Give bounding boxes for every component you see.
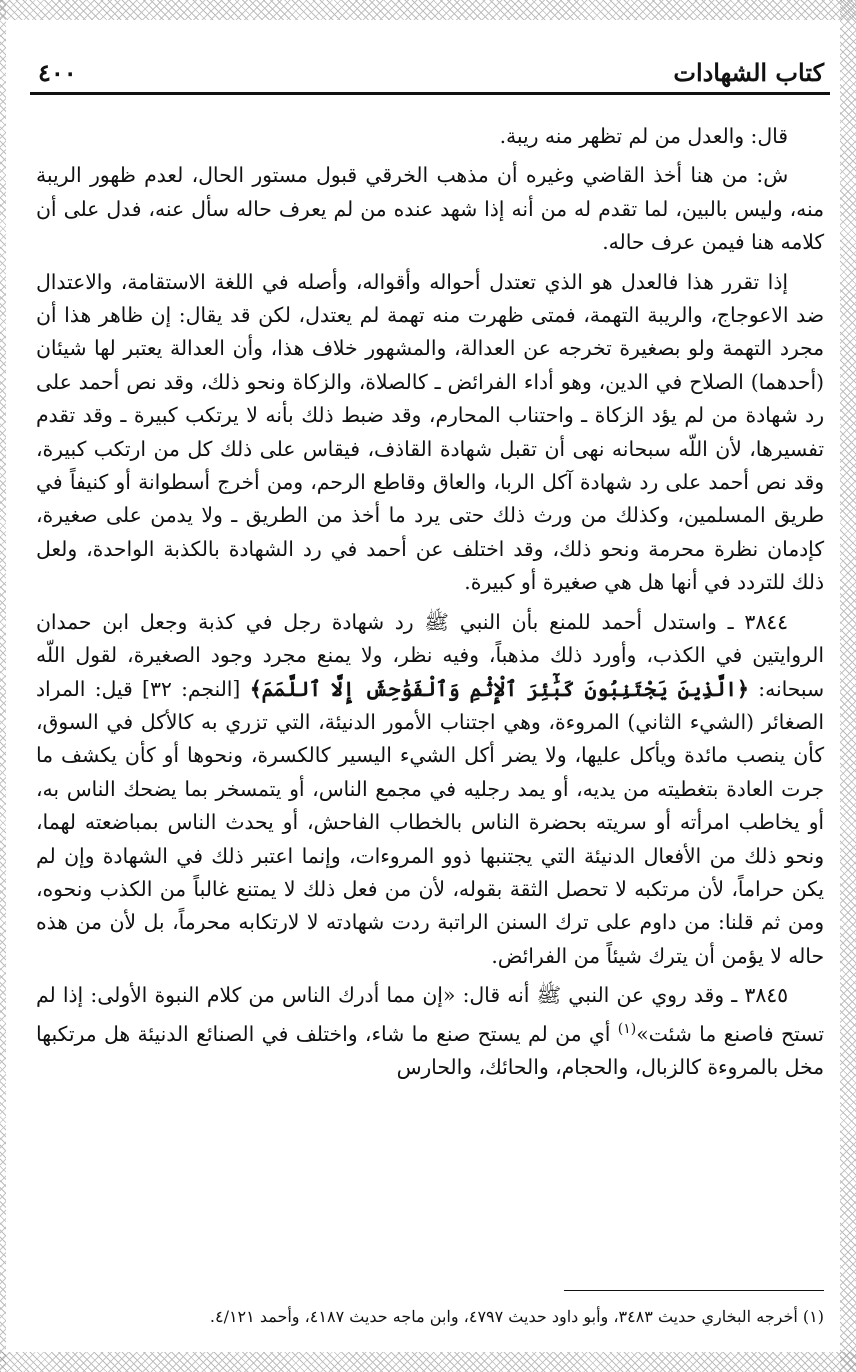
paragraph-3844-opening: ٣٨٤٤ ـ واستدل أحمد للمنع بأن النبي ﷺ رد شهادة رجل في كذبة وجعل ابن حمدان الروايتين في الكذب، وأورد ذلك مذهباً، وفيه نظر، ولا يمنع مجرد وجود الصغيرة، لقول اللّه سبحانه:: [36, 609, 825, 701]
header-rule: [30, 92, 830, 95]
page-number: ٤٠٠: [38, 58, 77, 87]
footnote-marker[interactable]: (١): [617, 1020, 637, 1037]
paragraph-adala: إذا تقرر هذا فالعدل هو الذي تعتدل أحواله وأقواله، وأصله في اللغة الاستقامة، والاعتدال ضد الاعوجاج، والريبة التهمة، فمتى ظهرت منه تهمة لم يعتدل، لكن قد يقال: إن ظاهر هذا أن مجرد التهمة ولو بصغيرة تخرجه عن العدالة، والمشهور خلاف هذا، وأن العدالة يعتبر لها شيئان (أحدهما) الصلاح في الدين، وهو أداء الفرائض ـ كالصلاة، والزكاة ونحو ذلك، وقد نص أحمد على رد شهادة من لم يؤد الزكاة ـ واحتناب المحارم، وقد ضبط ذلك بأنه لا يرتكب كبيرة ـ وقد تقدم تفسيرها، لأن اللّه سبحانه نهى أن تقبل شهادة القاذف، فيقاس على ذلك كل من ارتكب كبيرة، وقد نص أحمد على رد شهادة آكل الربا، والعاق وقاطع الرحم، ومن أخرج أسطوانة أو كنيفاً في طريق المسلمين، وكذلك من ورث ذلك حتى يرد ما أخذ من الطريق ـ ولا يدمن على صغيرة، كإدمان نظرة محرمة ونحو ذلك، وقد اختلف عن أحمد في رد الشهادة بالكذبة الواحدة، ولعل ذلك للتردد في أنها هل هي صغيرة أو كبيرة.: [36, 269, 824, 595]
paragraph-sharh: ش: من هنا أخذ القاضي وغيره أن مذهب الخرقي قبول مستور الحال، لعدم ظهور الريبة منه، وليس بالبين، لما تقدم له من أنه إذا شهد عنده من لم يعرف حاله سأل عنه، فدل على أن كلامه هنا فيمن عرف حاله.: [36, 163, 824, 255]
paragraph-3844-continuation: قيل: المراد الصغائر (الشيء الثاني) المروءة، وهي اجتناب الأمور الدنيئة، التي تزري به كالأكل في السوق، كأن ينصب مائدة ويأكل عليها، ولا يضر أكل الشيء اليسير كالكسرة، ونحوها أو كأن يكشف ما جرت العادة بتغطيته من يديه، أو يمد رجليه في مجمع الناس، أو يتمسخر بما يضحك الناس به، أو يخاطب امرأته أو سريته بحضرة الناس بالخطاب الفاحش، أو يحدث الناس بمباضعته لهما، ونحو ذلك من الأفعال الدنيئة التي يجتنبها ذوو المروءات، وإنما اعتبر ذلك في الشهادة وإن لم يكن حراماً، لأن مرتكبه لا تحصل الثقة بقوله، لأن من فعل ذلك لا يمتنع غالباً من الكذب ونحوه، ومن ثم قلنا: من داوم على ترك السنن الراتبة ردت شهادته لا لارتكابه محرماً، بل لأن من هذه حاله لا يؤمن أن يترك شيئاً من الفرائض.: [36, 676, 824, 968]
book-section-title: كتاب الشهادات: [673, 58, 824, 87]
scan-border-top: [0, 0, 856, 20]
quran-reference: [النجم: ٣٢]: [142, 676, 241, 701]
footnote: (١) أخرجه البخاري حديث ٣٤٨٣، وأبو داود حديث ٤٧٩٧، وابن ماجه حديث ٤١٨٧، وأحمد ٤/١٢١.: [209, 1307, 824, 1326]
quran-verse: ﴿الَّذِينَ يَجْتَنِبُونَ كَبَٰٓئِرَ ٱلْإِثْمِ وَٱلْفَوَٰحِشَ إِلَّا ٱللَّمَمَ﴾: [249, 676, 749, 701]
book-page: [30, 48, 830, 1348]
paragraph-3845-continuation: أي من لم يستح صنع ما شاء، واختلف في الصنائع الدنيئة هل مرتكبها مخل بالمروءة كالزبال، والحجام، والحائك، والحارس: [36, 1021, 824, 1079]
scan-border-bottom: [0, 1352, 856, 1372]
scan-border-right: [840, 0, 856, 1372]
scan-border-left: [0, 0, 6, 1372]
paragraph-matn: قال: والعدل من لم تظهر منه ريبة.: [499, 124, 788, 148]
footnote-rule: [564, 1290, 824, 1291]
paragraph-3844: [36, 606, 824, 973]
running-header: [30, 58, 830, 92]
paragraph-3845: [36, 979, 824, 1084]
paragraph-3845-opening: ٣٨٤٥ ـ وقد روي عن النبي ﷺ أنه قال: «إن مما أدرك الناس من كلام النبوة الأولى: إذا لم تستح فاصنع ما شئت»: [36, 983, 824, 1046]
main-text: [36, 120, 824, 1090]
